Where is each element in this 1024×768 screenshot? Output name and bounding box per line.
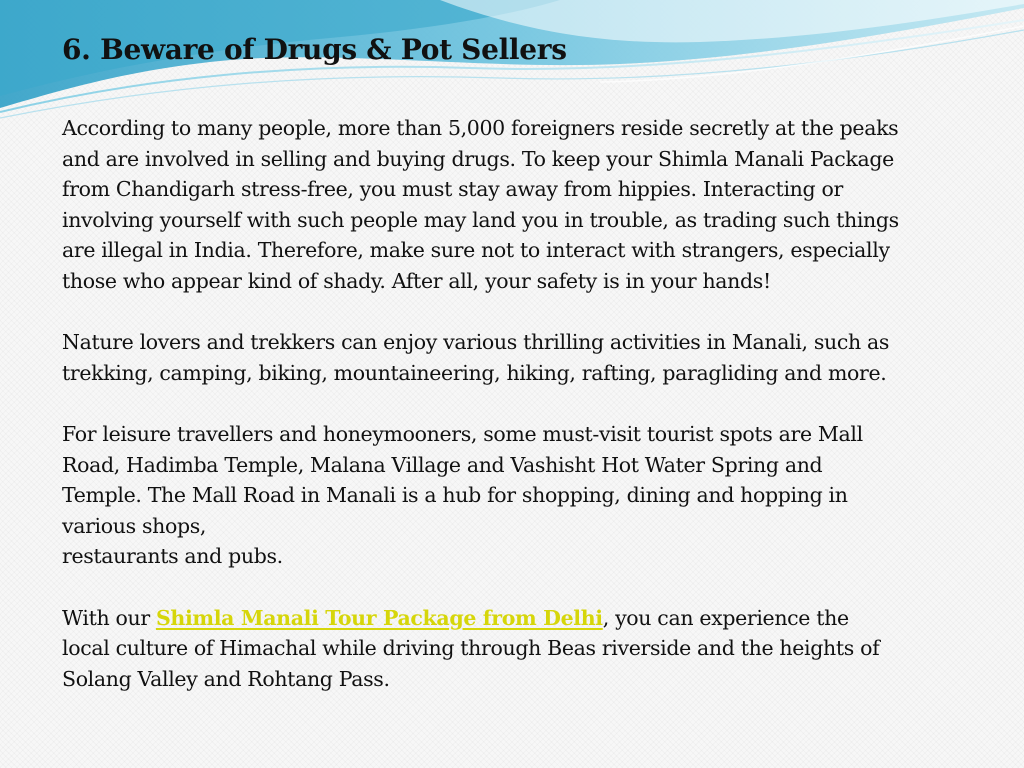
text-line: from Chandigarh stress-free, you must stay away from hippies. Interacting or bbox=[62, 177, 843, 202]
text-line: those who appear kind of shady. After all, your safety is in your hands! bbox=[62, 268, 771, 293]
closing-prefix: With our bbox=[62, 605, 156, 630]
text-line: various shops, bbox=[62, 513, 207, 538]
paragraph-closing bbox=[62, 603, 997, 695]
paragraph-activities bbox=[62, 327, 997, 388]
text-line: trekking, camping, biking, mountaineering, hiking, rafting, paragliding and more. bbox=[62, 360, 887, 385]
text-line: are illegal in India. Therefore, make sure not to interact with strangers, especially bbox=[62, 238, 890, 263]
text-line: restaurants and pubs. bbox=[62, 544, 283, 569]
paragraph-tourist-spots bbox=[62, 419, 997, 572]
slide-title: 6. Beware of Drugs & Pot Sellers bbox=[62, 33, 567, 66]
text-line: and are involved in selling and buying drugs. To keep your Shimla Manali Package bbox=[62, 146, 894, 171]
text-line: Temple. The Mall Road in Manali is a hub for shopping, dining and hopping in bbox=[62, 483, 848, 508]
text-line bbox=[62, 603, 997, 634]
text-line: Road, Hadimba Temple, Malana Village and Vashisht Hot Water Spring and bbox=[62, 452, 823, 477]
text-line: According to many people, more than 5,000 foreigners reside secretly at the peaks bbox=[62, 116, 899, 140]
text-line: Solang Valley and Rohtang Pass. bbox=[62, 666, 390, 691]
tour-package-link[interactable]: Shimla Manali Tour Package from Delhi bbox=[155, 605, 603, 630]
text-line: For leisure travellers and honeymooners, some must-visit tourist spots are Mall bbox=[62, 421, 863, 446]
slide-body bbox=[62, 113, 997, 694]
paragraph-drugs-warning bbox=[62, 113, 997, 297]
text-line: involving yourself with such people may land you in trouble, as trading such things bbox=[62, 207, 899, 232]
closing-suffix: , you can experience the bbox=[602, 605, 849, 630]
text-line: Nature lovers and trekkers can enjoy various thrilling activities in Manali, such as bbox=[62, 330, 890, 355]
text-line: local culture of Himachal while driving through Beas riverside and the heights of bbox=[62, 636, 880, 661]
